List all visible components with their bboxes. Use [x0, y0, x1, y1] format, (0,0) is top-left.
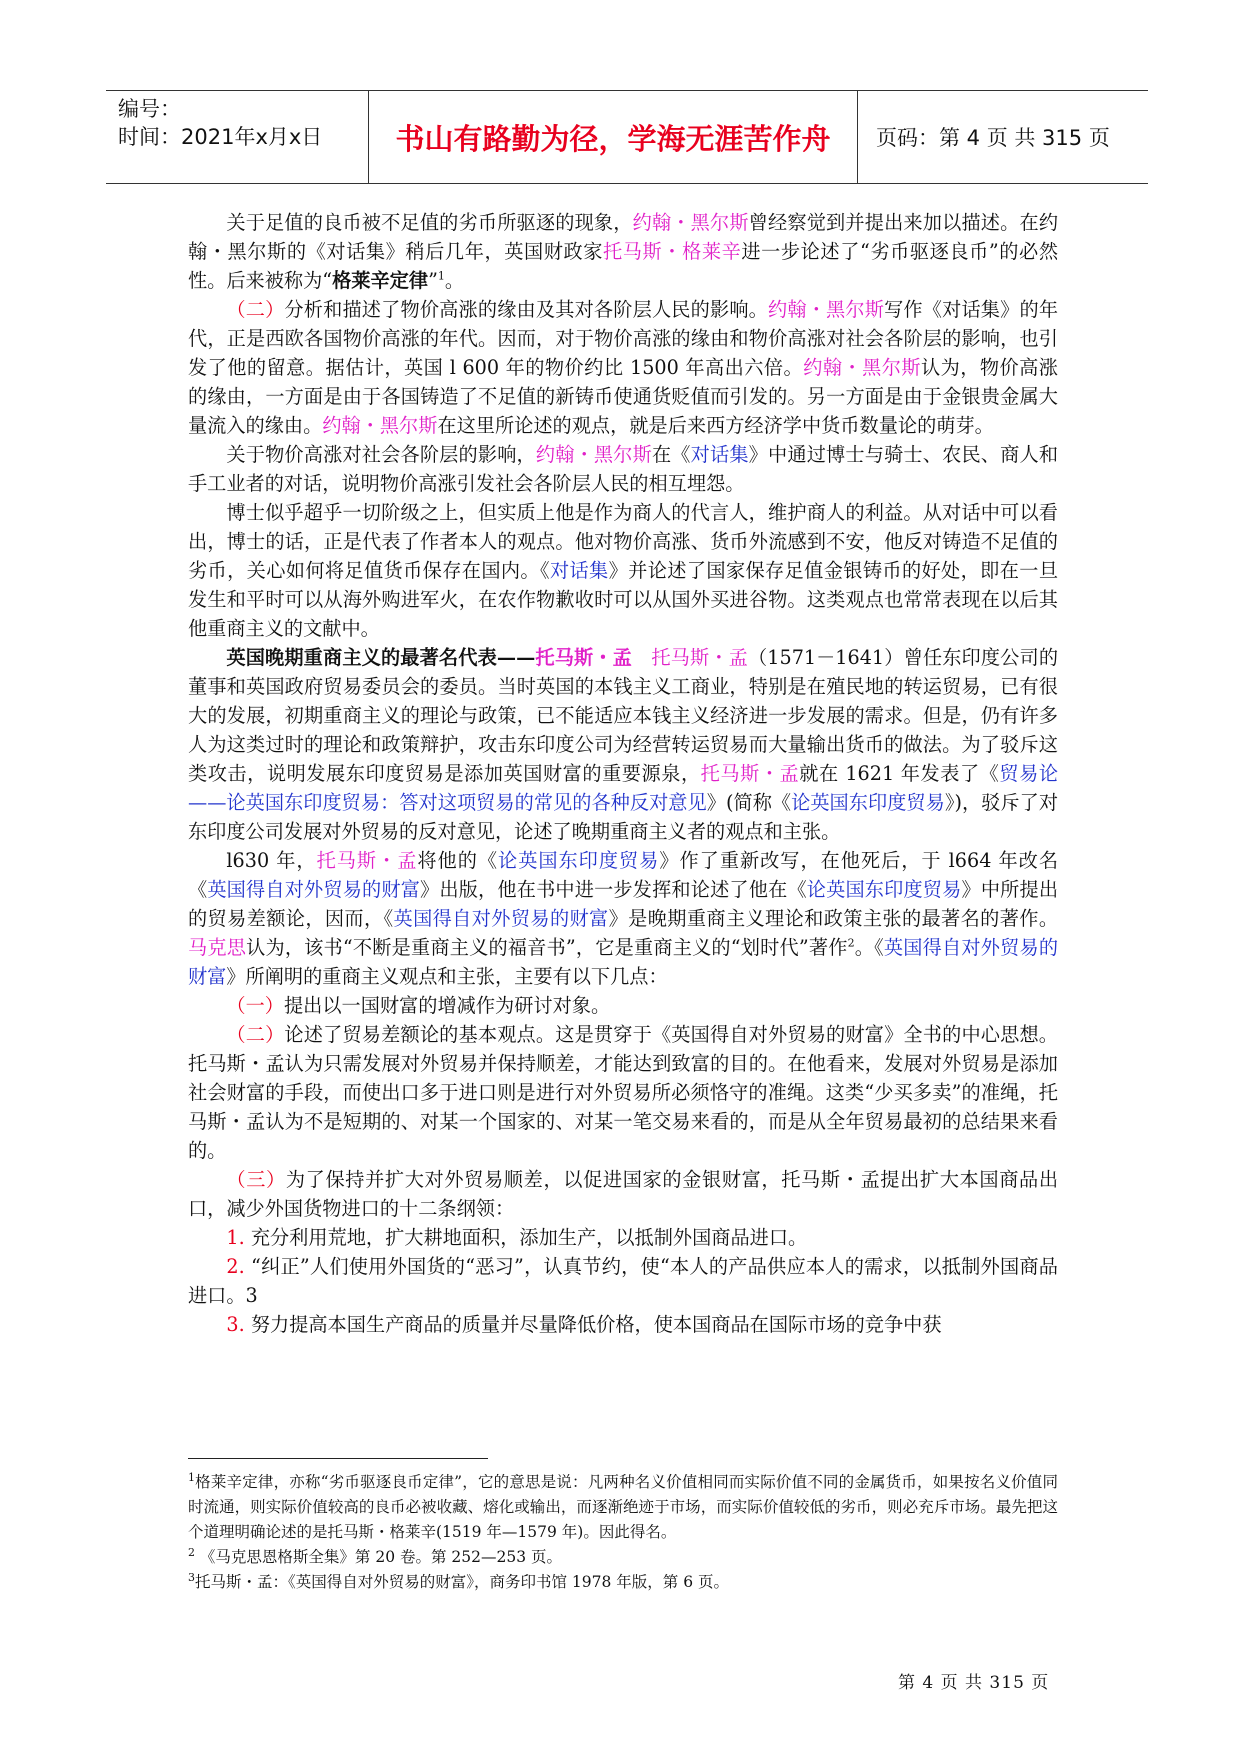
list-item-3: 3. 努力提高本国生产商品的质量并尽量降低价格，使本国商品在国际市场的竞争中获 — [226, 1313, 942, 1336]
paragraph-5: 英国晚期重商主义的最著名代表——托马斯・孟 托马斯・孟（1571－1641）曾任东印度公司的董事和英国政府贸易委员会的委员。当时英国的本钱主义工商业，特别是在殖民地的转运贸易，已有很大的发展，初期重商主义的理论与政策，已不能适应本钱主义经济进一步发展的需求。但是，仍有许多人为这类过时的理论和政策辩护，攻击东印度公司为经营转运贸易而大量输出货币的做法。为了驳斥这类攻击，说明发展东印度贸易是添加英国财富的重要源泉，托马斯・孟就在 1621 年发表了《贸易论——论英国东印度贸易：答对这项贸易的常见的各种反对意见》(简称《论英国东印度贸易》)，驳斥了对东印度公司发展对外贸易的反对意见，论述了晚期重商主义者的观点和主张。 — [188, 646, 1059, 843]
header-time-label: 时间：2021年x月x日 — [118, 125, 323, 149]
header-number-label: 编号： — [118, 97, 181, 121]
header-page-label: 页码：第 4 页 共 315 页 — [876, 126, 1110, 150]
footnote-1: $^1$格莱辛定律，亦称“劣币驱逐良币定律”，它的意思是说：凡两种名义价值相同而实际价值不同的金属货币，如果按名义价值同时流通，则实际价值较高的良币必被收藏、熔化或输出，而逐渐绝迹于市场，而实际价值较低的劣币，则必充斥市场。最先把这个道理明确论述的是托马斯・格莱辛(1519 年—1579 年)。因此得名。 — [188, 1470, 1058, 1541]
header-motto: 书山有路勤为径，学海无涯苦作舟 — [368, 91, 858, 183]
footnote-divider — [188, 1458, 488, 1459]
document-body — [188, 208, 1058, 1339]
footnote-ref-1: 1 — [437, 269, 445, 283]
paragraph-2: （二）分析和描述了物价高涨的缘由及其对各阶层人民的影响。约翰・黑尔斯写作《对话集》的年代，正是西欧各国物价高涨的年代。因而，对于物价高涨的缘由和物价高涨对社会各阶层的影响，也引发了他的留意。据估计，英国 l 600 年的物价约比 1500 年高出六倍。约翰・黑尔斯认为，物价高涨的缘由，一方面是由于各国铸造了不足值的新铸币使通货贬值而引发的。另一方面是由于金银贵金属大量流入的缘由。约翰・黑尔斯在这里所论述的观点，就是后来西方经济学中货币数量论的萌芽。 — [188, 298, 1059, 437]
footnote-ref-2: 2 — [847, 936, 855, 950]
list-item-2: 2. “纠正”人们使用外国货的“恶习”，认真节约，使“本人的产品供应本人的需求，以抵制外国商品进口。3 — [188, 1255, 1058, 1307]
paragraph-9: （三）为了保持并扩大对外贸易顺差，以促进国家的金银财富，托马斯・孟提出扩大本国商品出口，减少外国货物进口的十二条纲领： — [188, 1168, 1059, 1220]
page-footer: 第 4 页 共 315 页 — [898, 1673, 1050, 1693]
document-header — [106, 90, 1148, 184]
paragraph-4: 博士似乎超乎一切阶级之上，但实质上他是作为商人的代言人，维护商人的利益。从对话中可以看出，博士的话，正是代表了作者本人的观点。他对物价高涨、货币外流感到不安，他反对铸造不足值的劣币，关心如何将足值货币保存在国内。《对话集》并论述了国家保存足值金银铸币的好处，即在一旦发生和平时可以从海外购进军火，在农作物歉收时可以从国外买进谷物。这类观点也常常表现在以后其他重商主义的文献中。 — [188, 501, 1059, 640]
paragraph-8: （二）论述了贸易差额论的基本观点。这是贯穿于《英国得自对外贸易的财富》全书的中心思想。托马斯・孟认为只需发展对外贸易并保持顺差，才能达到致富的目的。在他看来，发展对外贸易是添加社会财富的手段，而使出口多于进口则是进行对外贸易所必须恪守的准绳。这类“少买多卖”的准绳，托马斯・孟认为不是短期的、对某一个国家的、对某一笔交易来看的，而是从全年贸易最初的总结果来看的。 — [188, 1023, 1058, 1162]
header-meta — [106, 91, 368, 183]
list-item-1: 1. 充分利用荒地，扩大耕地面积，添加生产，以抵制外国商品进口。 — [226, 1226, 808, 1249]
paragraph-1: 关于足值的良币被不足值的劣币所驱逐的现象，约翰・黑尔斯曾经察觉到并提出来加以描述。在约翰・黑尔斯的《对话集》稍后几年，英国财政家托马斯・格莱辛进一步论述了“劣币驱逐良币”的必然性。后来被称为“格莱辛定律”$^1$。 — [188, 211, 1059, 292]
paragraph-7: （一）提出以一国财富的增减作为研讨对象。 — [226, 994, 611, 1017]
paragraph-3: 关于物价高涨对社会各阶层的影响，约翰・黑尔斯在《对话集》中通过博士与骑士、农民、商人和手工业者的对话，说明物价高涨引发社会各阶层人民的相互埋怨。 — [188, 443, 1059, 495]
paragraph-6: l630 年，托马斯・孟将他的《论英国东印度贸易》作了重新改写，在他死后，于 l664 年改名《英国得自对外贸易的财富》出版，他在书中进一步发挥和论述了他在《论英国东印度贸易》中所提出的贸易差额论，因而，《英国得自对外贸易的财富》是晚期重商主义理论和政策主张的最著名的著作。马克思认为，该书“不断是重商主义的福音书”，它是重商主义的“划时代”著作$^2$。《英国得自对外贸易的财富》所阐明的重商主义观点和主张，主要有以下几点： — [188, 849, 1059, 988]
footnote-3: $^3$托马斯・孟：《英国得自对外贸易的财富》，商务印书馆 1978 年版，第 6 页。 — [188, 1570, 730, 1591]
footnotes — [188, 1470, 1058, 1595]
footnote-2: $^2$ 《马克思恩格斯全集》第 20 卷。第 252—253 页。 — [188, 1545, 563, 1566]
